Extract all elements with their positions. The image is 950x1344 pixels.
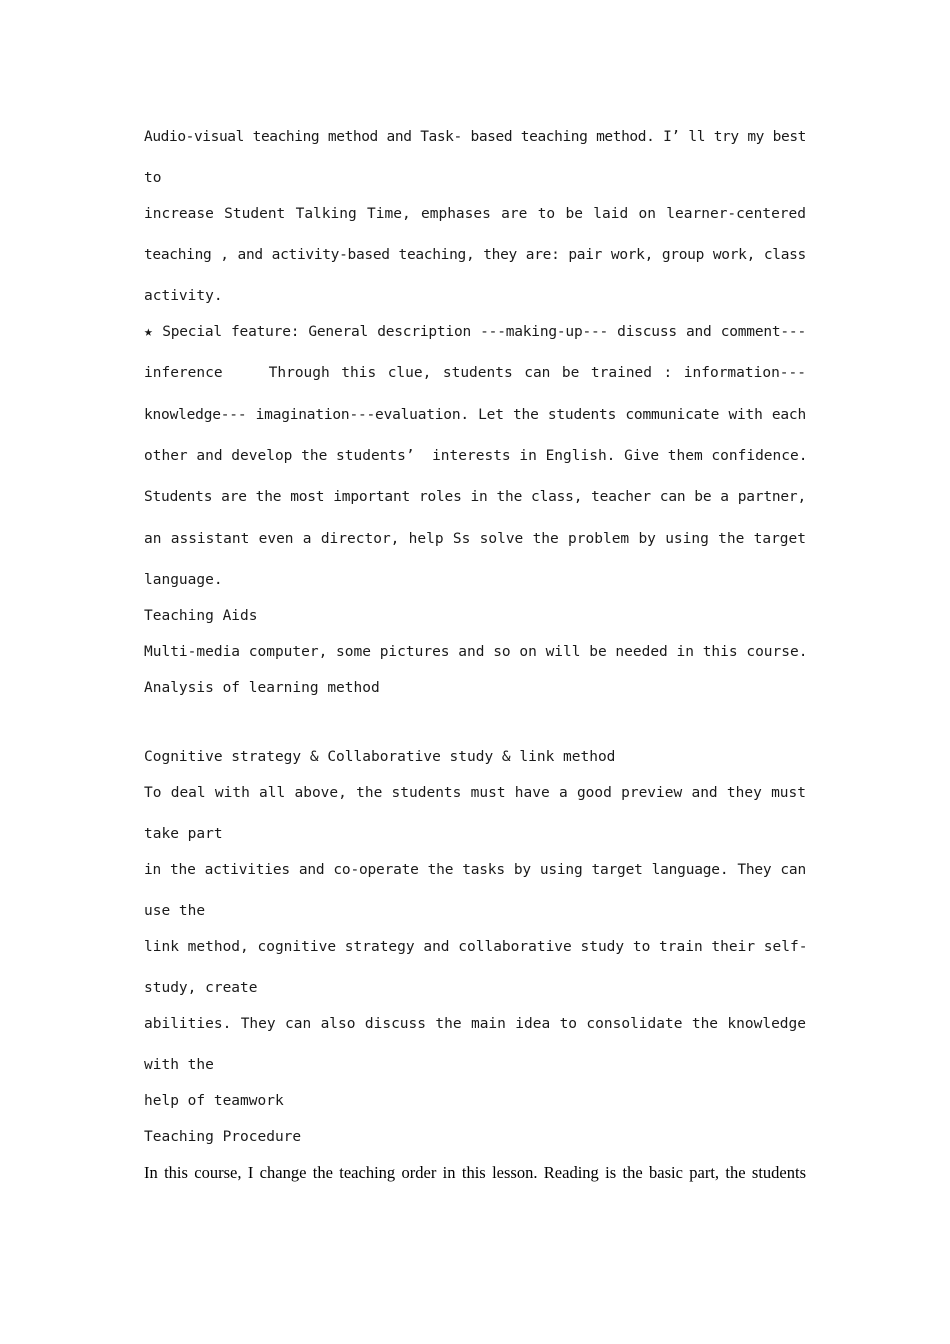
text-line-20: use the <box>144 903 206 919</box>
text-line-11: an assistant even a director, help Ss solve the problem by using the target <box>144 531 806 547</box>
text-line-2: to <box>144 170 162 186</box>
text-line-18: take part <box>144 826 223 842</box>
text-line-21: link method, cognitive strategy and collaborative study to train their self- <box>144 939 808 955</box>
text-line-17: To deal with all above, the students must have a good preview and they must <box>144 785 806 801</box>
text-line-19: in the activities and co-operate the tasks by using target language. They can <box>144 862 806 878</box>
heading-teaching-aids: Teaching Aids <box>144 608 258 624</box>
text-line-14: Multi-media computer, some pictures and so on will be needed in this course. <box>144 644 808 660</box>
text-line-8: knowledge--- imagination---evaluation. Let the students communicate with each <box>144 407 806 423</box>
text-line-25: help of teamwork <box>144 1093 284 1109</box>
text-line-24: with the <box>144 1057 214 1073</box>
text-line-7: inference Through this clue, students can be trained : information--- <box>144 365 806 381</box>
text-line-16: Cognitive strategy & Collaborative study & link method <box>144 749 616 765</box>
text-line-9: other and develop the students’ interests in English. Give them confidence. <box>144 448 808 464</box>
text-line-27: In this course, I change the teaching order in this lesson. Reading is the basic part, the students <box>144 1163 806 1182</box>
heading-teaching-procedure: Teaching Procedure <box>144 1129 302 1145</box>
text-line-4: teaching , and activity-based teaching, they are: pair work, group work, class <box>144 247 806 263</box>
text-line-12: language. <box>144 572 223 588</box>
text-line-1: Audio-visual teaching method and Task- based teaching method. I’ ll try my best <box>144 129 806 145</box>
text-line-10: Students are the most important roles in the class, teacher can be a partner, <box>144 489 806 505</box>
heading-analysis-learning-method: Analysis of learning method <box>144 680 380 696</box>
text-line-22: study, create <box>144 980 258 996</box>
text-line-5: activity. <box>144 288 223 304</box>
special-feature-line: ★ Special feature: General description ---making-up--- discuss and comment--- <box>144 324 806 340</box>
text-line-3: increase Student Talking Time, emphases are to be laid on learner-centered <box>144 206 806 222</box>
text-line-23: abilities. They can also discuss the main idea to consolidate the knowledge <box>144 1016 806 1032</box>
